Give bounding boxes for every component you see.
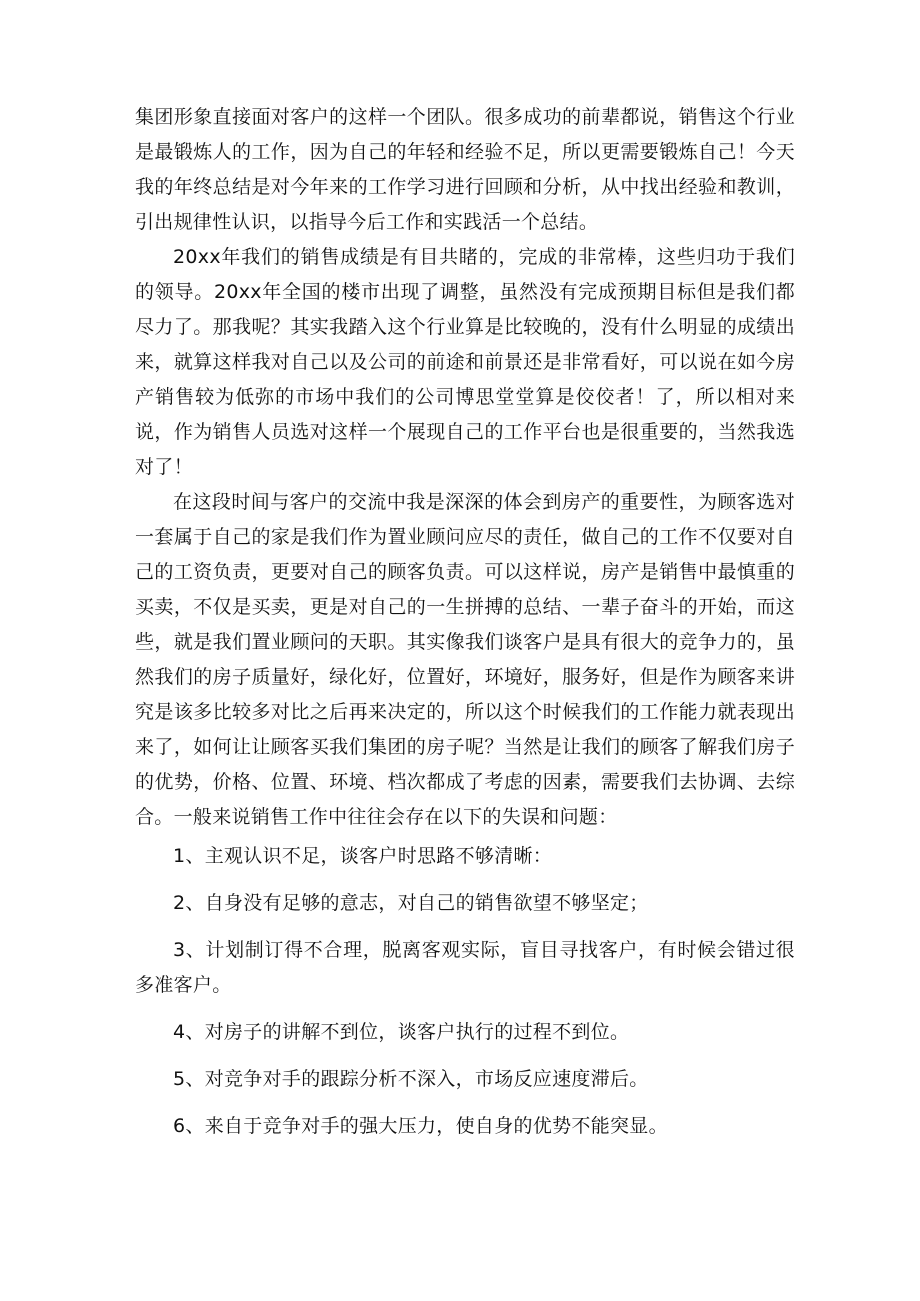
list-item: 2、自身没有足够的意志，对自己的销售欲望不够坚定；: [173, 892, 649, 914]
list-item: 3、计划制订得不合理，脱离客观实际，盲目寻找客户，有时候会错过很多准客户。: [135, 939, 795, 996]
list-item: 6、来自于竞争对手的强大压力，使自身的优势不能突显。: [173, 1115, 668, 1137]
list-item: 5、对竞争对手的跟踪分析不深入，市场反应速度滞后。: [173, 1068, 649, 1090]
paragraph-customer-communication: 在这段时间与客户的交流中我是深深的体会到房产的重要性，为顾客选对一套属于自己的家是我们作为置业顾问应尽的责任，做自己的工作不仅要对自己的工资负责，更要对自己的顾客负责。可以这样说，房产是销售中最慎重的买卖，不仅是买卖，更是对自己的一生拼搏的总结、一辈子奋斗的开始，而这些，就是我们置业顾问的天职。其实像我们谈客户是具有很大的竞争力的，虽然我们的房子质量好，绿化好，位置好，环境好，服务好，但是作为顾客来讲究是该多比较多对比之后再来决定的，所以这个时候我们的工作能力就表现出来了，如何让让顾客买我们集团的房子呢？当然是让我们的顾客了解我们房子的优势，价格、位置、环境、档次都成了考虑的因素，需要我们去协调、去综合。一般来说销售工作中往往会存在以下的失误和问题：: [135, 491, 795, 828]
list-item: 4、对房子的讲解不到位，谈客户执行的过程不到位。: [173, 1021, 630, 1043]
paragraph-intro: 集团形象直接面对客户的这样一个团队。很多成功的前辈都说，销售这个行业是最锻炼人的工作，因为自己的年轻和经验不足，所以更需要锻炼自己！今天我的年终总结是对今年来的工作学习进行回顾和分析，从中找出经验和教训，引出规律性认识，以指导今后工作和实践活一个总结。: [135, 106, 795, 233]
list-item: 1、主观认识不足，谈客户时思路不够清晰：: [173, 845, 553, 867]
paragraph-sales-results: 20xx年我们的销售成绩是有目共睹的，完成的非常棒，这些归功于我们的领导。20xx年全国的楼市出现了调整，虽然没有完成预期目标但是我们都尽力了。那我呢？其实我踏入这个行业算是比较晚的，没有什么明显的成绩出来，就算这样我对自己以及公司的前途和前景还是非常看好，可以说在如今房产销售较为低弥的市场中我们的公司博思堂堂算是佼佼者！了，所以相对来说，作为销售人员选对这样一个展现自己的工作平台也是很重要的，当然我选对了！: [135, 246, 795, 478]
problem-list: [135, 839, 795, 1144]
document-body: [135, 100, 795, 1156]
